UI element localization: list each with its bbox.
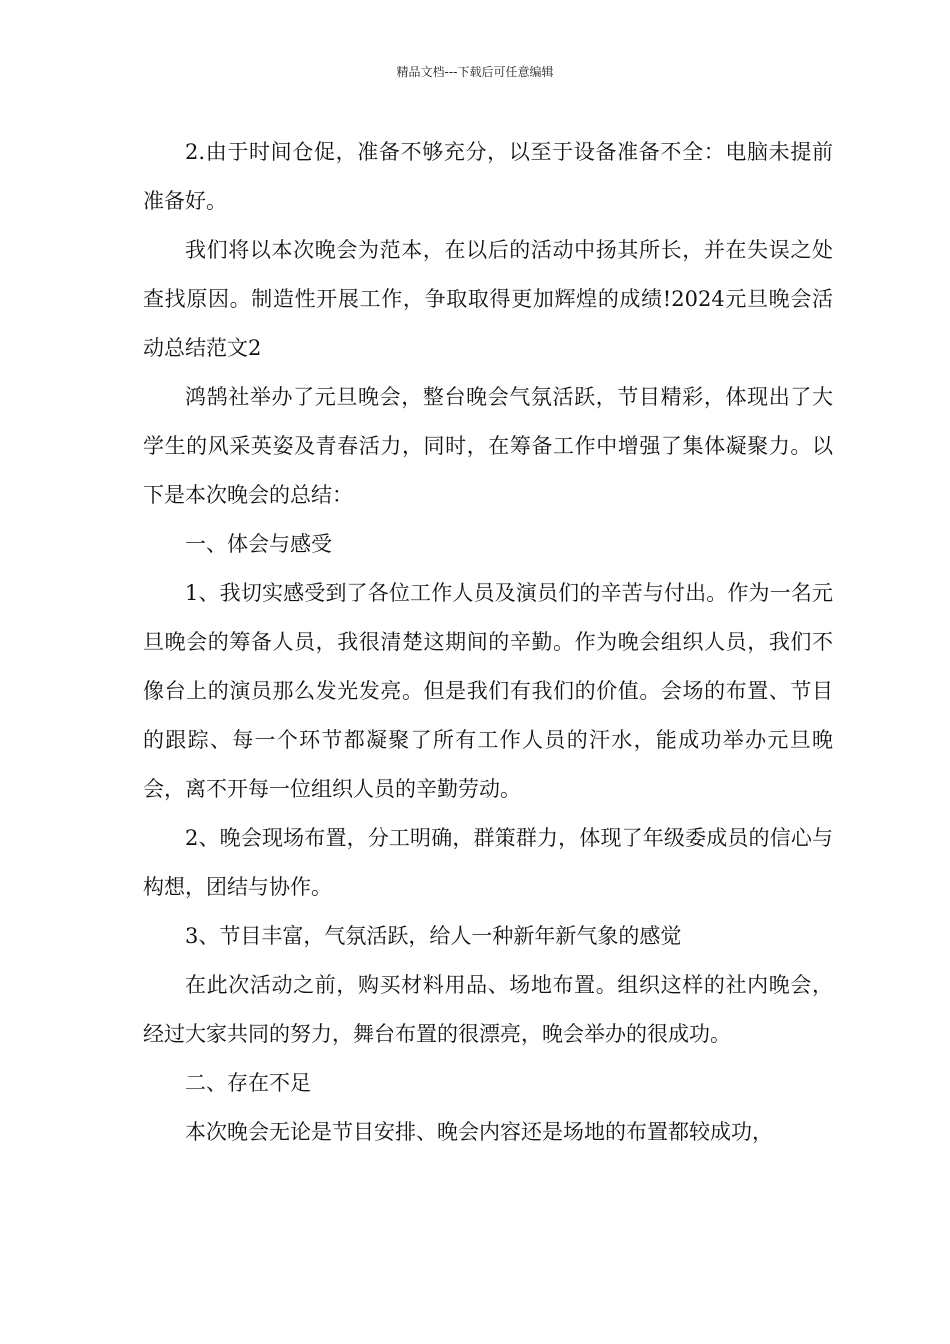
document-body xyxy=(143,128,833,1157)
paragraph: 2.由于时间仓促，准备不够充分，以至于设备准备不全：电脑未提前准备好。 xyxy=(143,140,833,213)
page-header: 精品文档---下载后可任意编辑 xyxy=(396,65,554,79)
paragraph: 3、节目丰富，气氛活跃，给人一种新年新气象的感觉 xyxy=(185,924,682,948)
section-heading: 一、体会与感受 xyxy=(185,532,332,556)
paragraph: 1、我切实感受到了各位工作人员及演员们的辛苦与付出。作为一名元旦晚会的筹备人员，我很清楚这期间的辛勤。作为晚会组织人员，我们不像台上的演员那么发光发亮。但是我们有我们的价值。会场的布置、节目的跟踪、每一个环节都凝聚了所有工作人员的汗水，能成功举办元旦晚会，离不开每一位组织人员的辛勤劳动。 xyxy=(143,581,833,801)
paragraph: 在此次活动之前，购买材料用品、场地布置。组织这样的社内晚会，经过大家共同的努力，舞台布置的很漂亮，晚会举办的很成功。 xyxy=(143,973,833,1046)
paragraph: 2、晚会现场布置，分工明确，群策群力，体现了年级委成员的信心与构想，团结与协作。 xyxy=(143,826,833,899)
paragraph: 我们将以本次晚会为范本，在以后的活动中扬其所长，并在失误之处查找原因。制造性开展工作，争取取得更加辉煌的成绩!2024元旦晚会活动总结范文2 xyxy=(143,238,833,360)
paragraph: 本次晚会无论是节目安排、晚会内容还是场地的布置都较成功， xyxy=(185,1120,773,1144)
section-heading: 二、存在不足 xyxy=(185,1071,311,1095)
paragraph: 鸿鹄社举办了元旦晚会，整台晚会气氛活跃，节目精彩，体现出了大学生的风采英姿及青春活力，同时，在筹备工作中增强了集体凝聚力。以下是本次晚会的总结： xyxy=(143,385,833,507)
